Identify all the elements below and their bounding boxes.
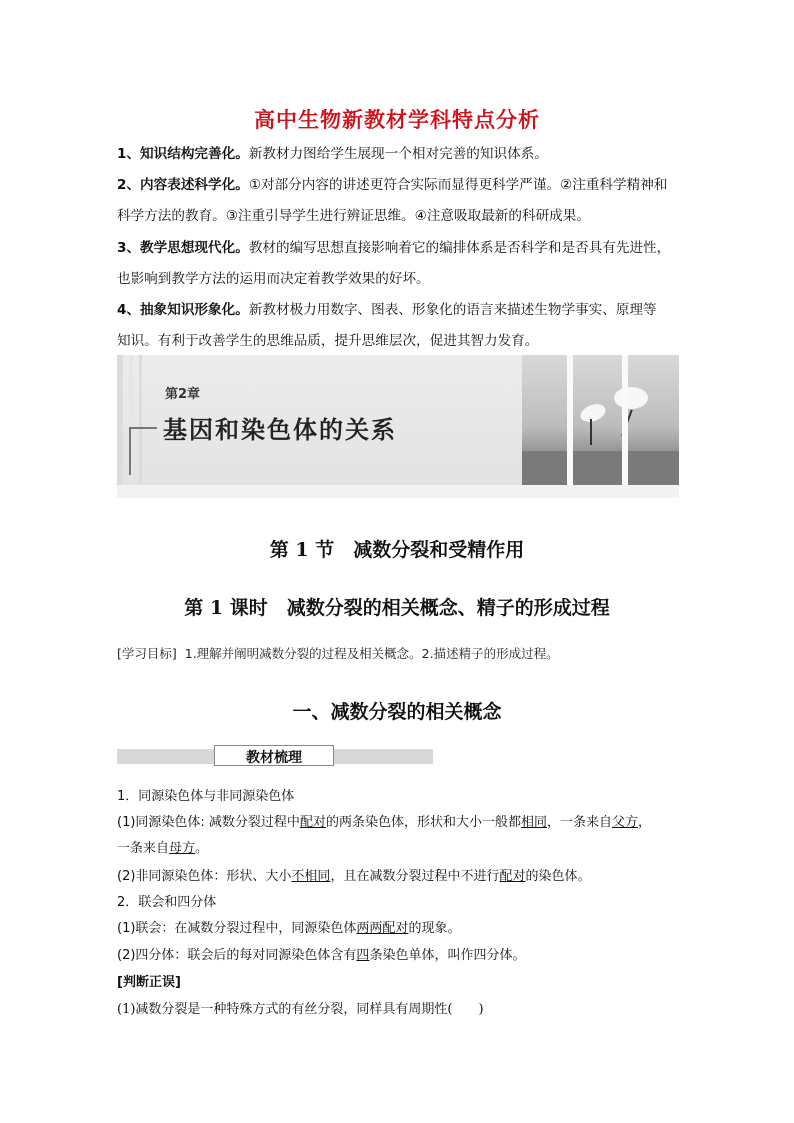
page-title: 高中生物新教材学科特点分析 bbox=[254, 108, 540, 132]
photo-shore bbox=[522, 451, 679, 485]
feature-2 bbox=[117, 170, 682, 232]
egret-photo bbox=[522, 355, 679, 485]
item2-title: 2．联会和四分体 bbox=[117, 895, 217, 910]
section-title: 第 1 节 减数分裂和受精作用 bbox=[269, 539, 525, 561]
item1-title: 1．同源染色体与非同源染色体 bbox=[117, 789, 295, 804]
banner-footer bbox=[117, 485, 679, 498]
feature-text: 知识。有利于改善学生的思维品质，提升思维层次，促进其智力发育。 bbox=[117, 333, 539, 349]
judge-label: [判断正误] bbox=[117, 975, 181, 990]
objectives-text: 1.理解并阐明减数分裂的过程及相关概念。2.描述精子的形成过程。 bbox=[184, 646, 559, 661]
feature-1 bbox=[117, 139, 682, 170]
feature-head: 1、知识结构完善化。 bbox=[117, 146, 249, 162]
egret-icon bbox=[614, 387, 648, 409]
feature-text: 科学方法的教育。③注重引导学生进行辨证思维。④注意吸取最新的科研成果。 bbox=[117, 208, 590, 224]
learning-objectives bbox=[117, 644, 559, 662]
feature-3 bbox=[117, 233, 682, 295]
banner-bracket bbox=[129, 427, 157, 429]
item2-b: (2)四分体：联会后的每对同源染色体含有四条染色单体，叫作四分体。 bbox=[117, 948, 526, 963]
chapter-banner bbox=[117, 355, 679, 498]
feature-text: 也影响到教学方法的运用而决定着教学效果的好坏。 bbox=[117, 271, 430, 287]
part-heading: 一、减数分裂的相关概念 bbox=[292, 701, 502, 723]
feature-text: 新教材力图给学生展现一个相对完善的知识体系。 bbox=[248, 146, 548, 162]
feature-text: ①对部分内容的讲述更符合实际而显得更科学严谨。②注重科学精神和 bbox=[248, 177, 668, 193]
feature-head: 2、内容表述科学化。 bbox=[117, 177, 249, 193]
item1-a: (1)同源染色体: 减数分裂过程中配对的两条染色体，形状和大小一般都相同，一条来自父方， bbox=[117, 815, 652, 830]
lesson-title: 第 1 课时 减数分裂的相关概念、精子的形成过程 bbox=[184, 597, 610, 619]
banner-bracket bbox=[129, 427, 131, 475]
egret-icon bbox=[578, 401, 608, 425]
chapter-title: 基因和染色体的关系 bbox=[163, 416, 397, 444]
egret-leg bbox=[590, 419, 592, 445]
item2-a: (1)联会：在减数分裂过程中，同源染色体两两配对的现象。 bbox=[117, 921, 461, 936]
feature-head: 3、教学思想现代化。 bbox=[117, 240, 249, 256]
feature-text: 新教材极力用数字、图表、形象化的语言来描述生物学事实、原理等 bbox=[248, 302, 657, 318]
feature-text: 教材的编写思想直接影响着它的编排体系是否科学和是否具有先进性， bbox=[248, 240, 671, 256]
photo-divider bbox=[567, 355, 573, 485]
item1-b: (2)非同源染色体：形状、大小不相同，且在减数分裂过程中不进行配对的染色体。 bbox=[117, 869, 591, 884]
banner-stripe bbox=[139, 355, 142, 485]
chapter-number: 第2章 bbox=[165, 387, 201, 402]
photo-divider bbox=[622, 355, 628, 485]
item1-a-cont: 一条来自母方。 bbox=[117, 841, 209, 856]
material-label: 教材梳理 bbox=[246, 750, 302, 766]
feature-head: 4、抽象知识形象化。 bbox=[117, 302, 249, 318]
banner-stripe bbox=[117, 355, 123, 485]
feature-4 bbox=[117, 295, 682, 357]
judge-item-1: (1)减数分裂是一种特殊方式的有丝分裂，同样具有周期性( ) bbox=[117, 1002, 484, 1017]
objectives-label: [学习目标] bbox=[117, 646, 177, 661]
